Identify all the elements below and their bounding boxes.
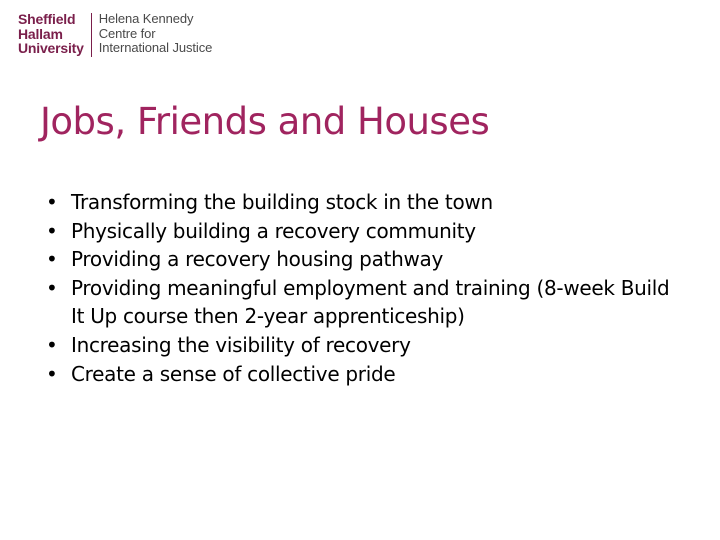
logo-line: Centre for xyxy=(98,25,156,41)
slide-title: Jobs, Friends and Houses xyxy=(40,100,490,143)
bullet-item xyxy=(46,217,686,246)
logo-line: Hallam xyxy=(18,25,63,42)
bullet-text: Physically building a recovery community xyxy=(71,218,476,243)
sheffield-hallam-logo xyxy=(18,12,212,62)
logo-line: Sheffield xyxy=(18,11,76,27)
bullet-text: Providing a recovery housing pathway xyxy=(71,247,444,272)
university-wordmark xyxy=(18,12,84,56)
bullet-item xyxy=(46,188,686,217)
bullet-icon: • xyxy=(46,275,58,300)
bullet-item xyxy=(46,245,686,274)
logo-line: International Justice xyxy=(98,40,213,55)
logo-line: Helena Kennedy xyxy=(98,11,194,26)
bullet-item xyxy=(46,331,686,360)
bullet-icon: • xyxy=(46,332,58,357)
logo-divider xyxy=(91,13,92,57)
bullet-icon: • xyxy=(46,218,58,243)
bullet-text: Providing meaningful employment and training (8-week Build It Up course then 2-year apprenticeship) xyxy=(71,275,670,329)
bullet-item xyxy=(46,274,686,331)
bullet-text: Create a sense of collective pride xyxy=(71,361,396,386)
bullet-list xyxy=(46,188,686,388)
bullet-item xyxy=(46,360,686,389)
centre-wordmark xyxy=(99,12,213,56)
bullet-icon: • xyxy=(46,247,58,272)
bullet-icon: • xyxy=(46,190,58,214)
bullet-icon: • xyxy=(46,361,58,386)
bullet-text: Increasing the visibility of recovery xyxy=(71,332,411,357)
bullet-text: Transforming the building stock in the town xyxy=(71,190,493,214)
logo-line: University xyxy=(18,40,84,56)
